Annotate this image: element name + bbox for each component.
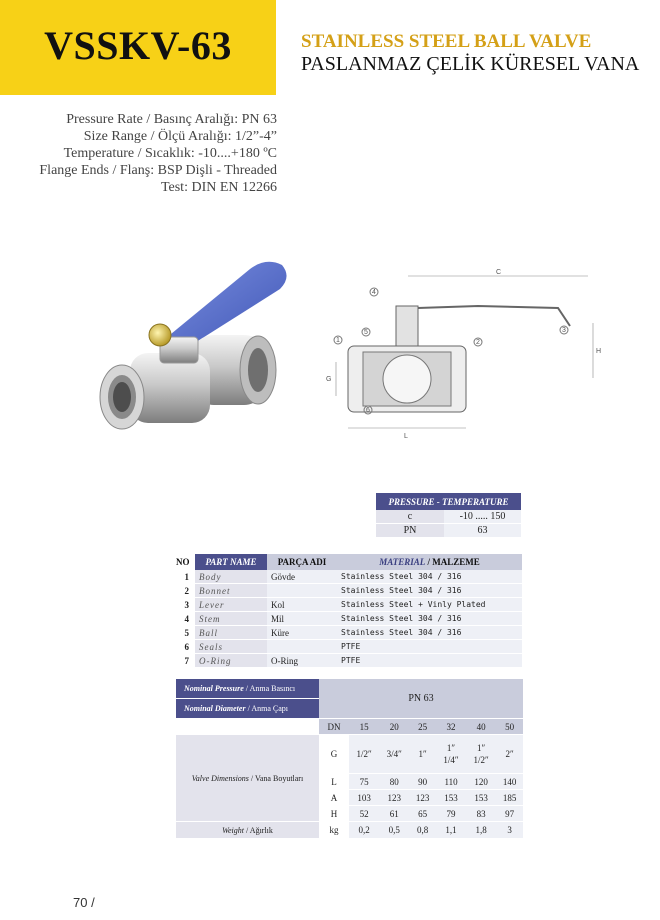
spec-test: Test: DIN EN 12266 (160, 180, 277, 195)
part-material: Stainless Steel + Vinly Plated (337, 598, 522, 612)
technical-drawing (318, 268, 618, 448)
blank-cell (176, 719, 319, 735)
g-value (409, 735, 436, 774)
table-row (176, 719, 523, 735)
dim-value: 61 (379, 806, 409, 822)
nominal-diameter-header (176, 699, 319, 719)
pressure-temperature-table (376, 493, 521, 538)
part-no: 6 (176, 640, 195, 654)
nominal-pressure-tr: / Anma Basıncı (243, 684, 296, 693)
table-row (176, 584, 522, 598)
part-name-tr: Gövde (267, 570, 337, 584)
dim-label: L (319, 774, 349, 790)
dim-value: 75 (349, 774, 379, 790)
g-bottom: 1/4″ (443, 755, 459, 765)
spec-pressure: Pressure Rate / Basınç Aralığı: PN 63 (66, 112, 277, 127)
dn-value: 50 (496, 719, 523, 735)
dim-value: 123 (409, 790, 436, 806)
g-value (379, 735, 409, 774)
part-name-tr: Kol (267, 598, 337, 612)
dim-value: 83 (466, 806, 496, 822)
pt-label: PN (376, 524, 444, 538)
part-material: PTFE (337, 640, 522, 654)
table-row (176, 640, 522, 654)
col-parca-adi: PARÇA ADI (267, 554, 337, 570)
part-material: PTFE (337, 654, 522, 668)
table-row (176, 626, 522, 640)
spec-list (39, 111, 277, 196)
product-title-turkish: PASLANMAZ ÇELİK KÜRESEL VANA (301, 53, 640, 75)
col-material-en: MATERIAL (379, 557, 426, 567)
nominal-pressure-en: Nominal Pressure (184, 684, 244, 693)
nominal-pressure-header (176, 679, 319, 699)
table-row (176, 654, 522, 668)
part-material: Stainless Steel 304 / 316 (337, 626, 522, 640)
weight-value: 0,8 (409, 822, 436, 839)
g-top: 1″ (477, 743, 486, 753)
weight-unit: kg (319, 822, 349, 839)
callout-6: 6 (366, 407, 370, 414)
parts-table (176, 554, 522, 668)
dn-value: 40 (466, 719, 496, 735)
weight-value: 1,1 (436, 822, 466, 839)
dn-value: 25 (409, 719, 436, 735)
part-material: Stainless Steel 304 / 316 (337, 612, 522, 626)
dn-value: 32 (436, 719, 466, 735)
weight-en: Weight (222, 825, 245, 835)
callout-4: 4 (372, 289, 376, 296)
dim-label: A (319, 790, 349, 806)
col-part-name: PART NAME (195, 554, 267, 570)
table-row (176, 735, 523, 774)
g-bottom: 2″ (505, 749, 514, 759)
pt-value: -10 ..... 150 (444, 510, 521, 524)
part-name-en: Seals (195, 640, 267, 654)
g-value (436, 735, 466, 774)
part-material: Stainless Steel 304 / 316 (337, 570, 522, 584)
table-row (376, 524, 521, 538)
dim-label-g: G (326, 376, 332, 383)
dn-value: 20 (379, 719, 409, 735)
table-row (176, 612, 522, 626)
part-name-tr: O-Ring (267, 654, 337, 668)
part-name-tr: Küre (267, 626, 337, 640)
weight-value: 0,2 (349, 822, 379, 839)
pt-label: c (376, 510, 444, 524)
dim-value: 52 (349, 806, 379, 822)
nominal-diameter-tr: / Anma Çapı (245, 704, 289, 713)
model-code: VSSKV-63 (44, 23, 232, 68)
dim-value: 103 (349, 790, 379, 806)
col-material (337, 554, 522, 570)
callout-2: 2 (476, 339, 480, 346)
dim-value: 153 (436, 790, 466, 806)
part-no: 1 (176, 570, 195, 584)
part-name-en: Body (195, 570, 267, 584)
g-bottom: 1/2″ (473, 755, 489, 765)
table-row (376, 510, 521, 524)
nominal-diameter-en: Nominal Diameter (184, 704, 246, 713)
callout-3: 3 (562, 327, 566, 334)
dim-value: 97 (496, 806, 523, 822)
table-row (176, 570, 522, 584)
spec-size: Size Range / Ölçü Aralığı: 1/2”-4” (83, 129, 277, 144)
dim-label: H (319, 806, 349, 822)
weight-tr: / Ağırlık (244, 825, 273, 835)
part-name-en: O-Ring (195, 654, 267, 668)
part-name-en: Lever (195, 598, 267, 612)
pt-table-title: PRESSURE - TEMPERATURE (376, 493, 521, 510)
dim-value: 79 (436, 806, 466, 822)
dim-value: 120 (466, 774, 496, 790)
callout-1: 1 (336, 337, 340, 344)
dim-value: 185 (496, 790, 523, 806)
part-no: 2 (176, 584, 195, 598)
table-row (176, 822, 523, 839)
col-no: NO (176, 554, 195, 570)
dim-label-l: L (404, 433, 408, 440)
g-bottom: 3/4″ (386, 749, 402, 759)
dim-value: 153 (466, 790, 496, 806)
weight-value: 0,5 (379, 822, 409, 839)
valve-dimensions-label (176, 735, 319, 822)
g-value (466, 735, 496, 774)
weight-value: 3 (496, 822, 523, 839)
g-bottom: 1″ (418, 749, 427, 759)
g-top: 1″ (446, 743, 456, 753)
spec-temperature: Temperature / Sıcaklık: -10....+180 ºC (63, 146, 277, 161)
dim-label-h: H (596, 348, 602, 355)
dimensions-table (176, 679, 523, 839)
g-value (349, 735, 379, 774)
spec-flange: Flange Ends / Flanş: BSP Dişli - Threaded (39, 163, 277, 178)
g-bottom: 1/2″ (356, 749, 372, 759)
part-no: 4 (176, 612, 195, 626)
dn-value: 15 (349, 719, 379, 735)
valve-photo (90, 255, 305, 455)
part-name-en: Stem (195, 612, 267, 626)
weight-label (176, 822, 319, 839)
dim-value: 65 (409, 806, 436, 822)
table-row (176, 598, 522, 612)
part-no: 5 (176, 626, 195, 640)
dim-value: 90 (409, 774, 436, 790)
part-name-tr (267, 640, 337, 654)
page-number: 70 / (73, 895, 95, 910)
dim-value: 80 (379, 774, 409, 790)
col-material-tr: / MALZEME (425, 557, 480, 567)
part-no: 7 (176, 654, 195, 668)
part-name-en: Bonnet (195, 584, 267, 598)
pt-value: 63 (444, 524, 521, 538)
pn-value: PN 63 (319, 679, 523, 719)
dn-label: DN (319, 719, 349, 735)
dim-value: 110 (436, 774, 466, 790)
part-name-tr (267, 584, 337, 598)
dim-label-c: C (496, 269, 502, 276)
part-name-tr: Mil (267, 612, 337, 626)
part-name-en: Ball (195, 626, 267, 640)
valve-dimensions-en: Valve Dimensions (191, 773, 249, 783)
weight-value: 1,8 (466, 822, 496, 839)
part-no: 3 (176, 598, 195, 612)
part-material: Stainless Steel 304 / 316 (337, 584, 522, 598)
product-title-english: STAINLESS STEEL BALL VALVE (301, 31, 592, 52)
dim-value: 123 (379, 790, 409, 806)
g-value (496, 735, 523, 774)
g-label: G (319, 735, 349, 774)
dim-value: 140 (496, 774, 523, 790)
valve-dimensions-tr: / Vana Boyutları (248, 773, 304, 783)
callout-5: 5 (364, 329, 368, 336)
